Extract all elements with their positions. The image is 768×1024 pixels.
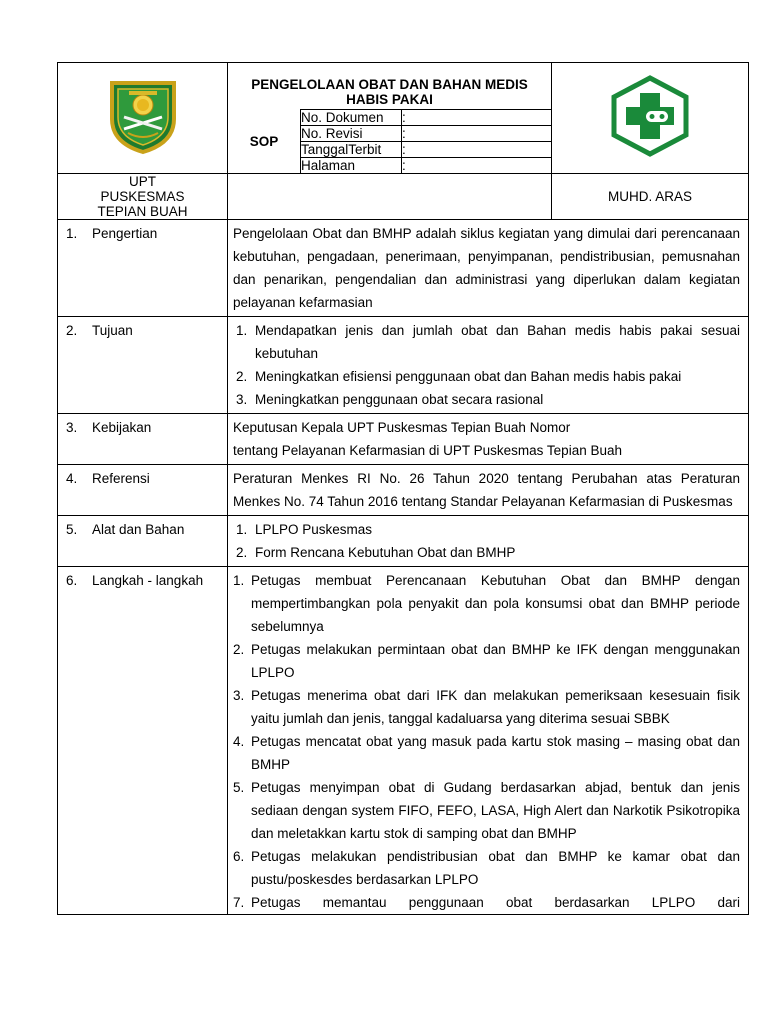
section-content-pengertian: Pengelolaan Obat dan BMHP adalah siklus kegiatan yang dimulai dari perencanaan kebutuhan, pengadaan, penerimaan, penyimpanan, pendistribusian, pemusnahan dan penarikan, pengendalian dan administrasi yang diperlukan dalam kegiatan pelayanan kefarmasian bbox=[228, 220, 749, 317]
section-label-tujuan: 2. Tujuan bbox=[58, 317, 228, 414]
list-item: 6. Petugas melakukan pendistribusian obat dan BMHP ke kamar obat dan pustu/poskesdes berdasarkan LPLPO bbox=[233, 849, 740, 887]
sop-label: SOP bbox=[249, 133, 279, 149]
list-item: 7. Petugas memantau penggunaan obat berdasarkan LPLPO dari bbox=[233, 895, 740, 910]
meta-value: : bbox=[402, 110, 552, 126]
puskesmas-logo-icon bbox=[610, 75, 690, 157]
list-item: 4. Petugas mencatat obat yang masuk pada kartu stok masing – masing obat dan BMHP bbox=[233, 734, 740, 772]
meta-label: Halaman bbox=[301, 158, 402, 174]
list-item: 2. Form Rencana Kebutuhan Obat dan BMHP bbox=[236, 545, 516, 560]
list-item: 3. Meningkatkan penggunaan obat secara rasional bbox=[236, 392, 544, 407]
regional-emblem-icon bbox=[104, 77, 182, 155]
left-logo-cell bbox=[58, 63, 228, 174]
section-label-alat: 5. Alat dan Bahan bbox=[58, 516, 228, 567]
meta-value: : bbox=[402, 158, 552, 174]
unit-name-cell: UPT PUSKESMAS TEPIAN BUAH bbox=[58, 174, 228, 220]
section-label-kebijakan: 3. Kebijakan bbox=[58, 414, 228, 465]
section-label-langkah: 6. Langkah - langkah bbox=[58, 567, 228, 915]
section-content-tujuan bbox=[228, 317, 749, 414]
section-label-referensi: 4. Referensi bbox=[58, 465, 228, 516]
section-content-alat bbox=[228, 516, 749, 567]
list-item: 3. Petugas menerima obat dari IFK dan melakukan pemeriksaan kesesuain fisik yaitu jumlah dan jenis, tanggal kadaluarsa yang diterima sesuai SBBK bbox=[233, 688, 740, 726]
section-label-pengertian: 1. Pengertian bbox=[58, 220, 228, 317]
empty-cell bbox=[228, 174, 552, 220]
list-item: 1. Mendapatkan jenis dan jumlah obat dan Bahan medis habis pakai sesuai kebutuhan bbox=[236, 323, 740, 361]
section-content-referensi: Peraturan Menkes RI No. 26 Tahun 2020 tentang Perubahan atas Peraturan Menkes No. 74 Tahun 2016 tentang Standar Pelayanan Kefarmasian di Puskesmas bbox=[228, 465, 749, 516]
meta-value: : bbox=[402, 142, 552, 158]
title-cell bbox=[228, 63, 552, 174]
list-item: 1. Petugas membuat Perencanaan Kebutuhan Obat dan BMHP dengan mempertimbangkan pola penyakit dan pola konsumsi obat dan BMHP periode sebelumnya bbox=[233, 573, 740, 634]
list-item: 2. Petugas melakukan permintaan obat dan BMHP ke IFK dengan menggunakan LPLPO bbox=[233, 642, 740, 680]
meta-label: No. Revisi bbox=[301, 126, 402, 142]
meta-table bbox=[300, 109, 551, 173]
meta-label: TanggalTerbit bbox=[301, 142, 402, 158]
meta-value: : bbox=[402, 126, 552, 142]
list-item: 2. Meningkatkan efisiensi penggunaan obat dan Bahan medis habis pakai bbox=[236, 369, 682, 384]
section-content-kebijakan: Keputusan Kepala UPT Puskesmas Tepian Buah Nomor tentang Pelayanan Kefarmasian di UPT Puskesmas Tepian Buah bbox=[228, 414, 749, 465]
right-logo-cell bbox=[552, 63, 749, 174]
meta-wrap bbox=[228, 109, 551, 173]
list-item: 5. Petugas menyimpan obat di Gudang berdasarkan abjad, bentuk dan jenis sediaan dengan system FIFO, FEFO, LASA, High Alert dan Narkotik Psikotropika dan meletakkan kartu stok di samping obat dan BMHP bbox=[233, 780, 740, 841]
list-item: 1. LPLPO Puskesmas bbox=[236, 522, 373, 537]
signatory-name: MUHD. ARAS bbox=[552, 174, 749, 220]
document-title: PENGELOLAAN OBAT DAN BAHAN MEDIS HABIS PAKAI bbox=[251, 77, 528, 107]
meta-label: No. Dokumen bbox=[301, 110, 402, 126]
section-content-langkah bbox=[228, 567, 749, 915]
sop-table bbox=[57, 62, 749, 915]
